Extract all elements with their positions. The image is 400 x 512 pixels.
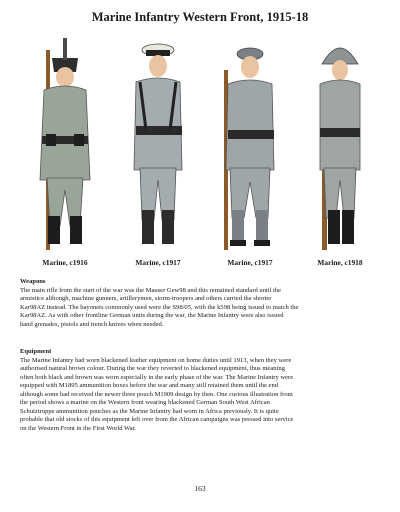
paragraph-line: The Marine Infantry had worn blackened leather equipment on home duties until 1913, when they were [20,356,292,364]
paragraph-line: armistice although, machine gunners, artillerymen, storm-troopers and others carried the shorter [20,295,272,303]
paragraph-line: authorised natural brown colour. During the war they reverted to blackened equipment, thus meaning [20,365,285,373]
weapons-section [20,278,382,329]
page-title: Marine Infantry Western Front, 1915-18 [91,10,309,24]
figure-marine-1918 [320,48,360,250]
uniform-figures [0,30,400,265]
paragraph-line: Kar98AZ. As with other frontline German units during the war, the Marine Infantry were also issued [20,312,284,320]
paragraph-line: probable that old stocks of this equipment left over from the African campaigns was pressed into service [20,416,294,424]
page-number: 163 [194,484,206,493]
paragraph-line: on the Western Front in the First World War. [20,424,137,432]
figure-marine-1917-rifle [224,48,274,250]
paragraph-line: the period shows a marine on the Western front wearing blackened German South West African [20,399,270,407]
paragraph-line: Kar98AZ instead. The bayonets commonly used were the S98/05, with the k598 being issued to match the [20,303,299,311]
paragraph-line: often both black and brown was worn especially in the early phase of the war. The Marine Infantry were [20,373,294,381]
figure-marine-1917-cap [134,44,182,244]
figure-caption: Marine, c1918 [317,258,363,267]
equipment-section [20,348,382,433]
section-heading: Weapons [20,278,46,285]
section-heading: Equipment [20,348,52,355]
figure-marine-1916 [40,38,90,250]
figure-caption: Marine, c1917 [227,258,273,267]
figure-caption: Marine, c1917 [135,258,181,267]
paragraph-line: The main rifle from the start of the war was the Mauser Gew98 and this remained standard until the [20,286,282,294]
figure-caption: Marine, c1916 [42,258,88,267]
paragraph-line: although some had received the newer three pouch M1909 design by then. One curious illustration from [20,390,293,398]
paragraph-line: equipped with M1895 ammunition boxes before the war and many still retained them until the end [20,382,278,390]
paragraph-line: Schutztruppe ammunition pouches as the Marine Infantry had worn in Africa previously. It is quite [20,407,279,415]
paragraph-line: hand grenades, pistols and trench knives when needed. [20,320,164,328]
